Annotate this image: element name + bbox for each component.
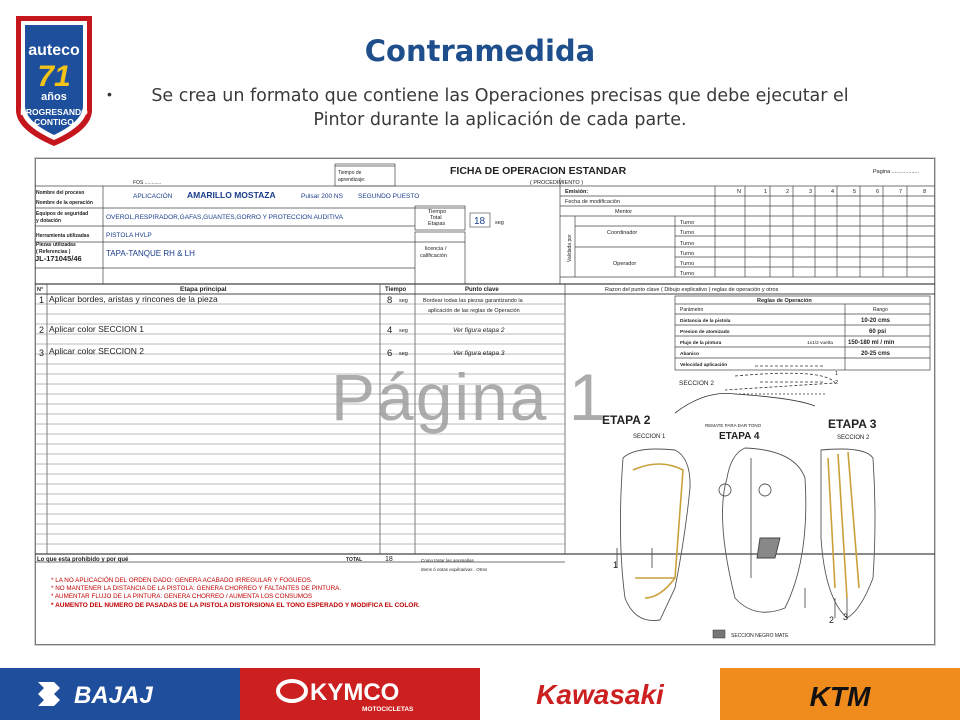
licencia-1: licencia /: [425, 246, 447, 252]
bullet-text: Se crea un formato que contiene las Operaciones precisas que debe ejecutar el Pintor durante la aplicación de cada parte.: [151, 86, 849, 130]
reglas-rango: Rango: [873, 307, 888, 313]
turno-label-5: Turno: [680, 261, 695, 267]
sheet-fos: FOS ............: [133, 180, 162, 186]
column-number-N: N: [737, 189, 741, 195]
label-operacion: Nombre de la operación: [36, 200, 93, 206]
fig-number-1: 1: [613, 560, 619, 570]
page-title: Contramedida: [364, 34, 596, 68]
row-2-tiempo: 4: [387, 325, 393, 336]
header-etapa: Etapa principal: [180, 286, 227, 293]
regla-5-p: Velocidad aplicación: [680, 363, 728, 368]
validada-label: Validada por: [567, 234, 573, 262]
seccion-2-top: SECCION 2: [679, 380, 715, 387]
fig-number-2: 2: [829, 615, 835, 625]
note-2: * NO MANTENER LA DISTANCIA DE LA PISTOLA: GENERA CHORREO Y FALTANTES DE PINTURA.: [51, 585, 342, 592]
regla-3-v: 150-180 ml / min: [848, 340, 895, 346]
total-value: 18: [385, 556, 393, 563]
page-watermark: Página 1: [331, 360, 608, 434]
operador-label: Operador: [613, 261, 637, 267]
column-number-6: 6: [876, 189, 880, 195]
header-n: N°: [37, 287, 44, 293]
mentor-label: Mentor: [615, 209, 633, 215]
etapa-4-label: ETAPA 4: [719, 431, 760, 442]
como-tratar-label: Como tratar las anomalías: [421, 558, 474, 563]
reglas-title: Reglas de Operación: [757, 298, 812, 304]
ktm-logo: [780, 676, 900, 712]
row-1-punto: Bordear todas las piezas garantizando la: [423, 298, 523, 304]
turno-labels: [680, 220, 694, 277]
row-3-tiempo: 6: [387, 348, 393, 359]
spray-diagram: [675, 366, 835, 413]
note-4: * AUMENTO DEL NUMERO DE PASADAS DE LA PISTOLA DISTORSIONA EL TONO ESPERADO Y MODIFICA EL COLOR.: [51, 602, 420, 609]
tiempo-aprendizaje-2: aprendizaje:: [338, 177, 366, 183]
row-1-unidad: seg: [399, 298, 408, 304]
label-proceso: Nombre del proceso: [36, 190, 85, 196]
row-1-tiempo: 8: [387, 295, 393, 306]
emision-label: Emisión:: [565, 189, 589, 195]
column-number-7: 7: [899, 189, 903, 195]
label-herramientas: Herramienta utilizadas: [36, 233, 90, 239]
seccion-2-label: SECCION 2: [837, 435, 870, 441]
value-puesto: SEGUNDO PUESTO: [358, 193, 420, 200]
regla-1-p: Distancia de la pistola: [680, 319, 731, 324]
brand-bajaj-text: BAJAJ: [74, 682, 153, 709]
prohibido-label: Lo que esta prohibido y por qué: [37, 557, 129, 563]
bullet-marker: •: [107, 86, 112, 102]
brand-kawasaki: [480, 668, 720, 720]
turno-label-4: Turno: [680, 251, 695, 257]
column-number-4: 4: [831, 189, 835, 195]
licencia-2: calificación: [420, 253, 447, 259]
logo-slogan-2: CONTIGO: [34, 117, 74, 127]
brand-kymco: [240, 668, 480, 720]
regla-2-v: 60 psi: [869, 329, 887, 335]
brand-bajaj: [0, 668, 240, 720]
header-tiempo: Tiempo: [385, 287, 407, 293]
sheet-page: Pagina ..................: [873, 169, 920, 175]
kawasaki-logo: [500, 676, 700, 712]
sheet-procedure: ( PROCEDIMIENTO ): [530, 180, 584, 186]
label-equipos-1: Equipos de seguridad: [36, 211, 89, 217]
tiempo-aprendizaje-1: Tiempo de: [338, 170, 362, 176]
value-aplicacion: APLICACIÓN: [133, 193, 173, 200]
regla-4-p: Abanico: [680, 352, 699, 357]
logo-slogan-1: PROGRESANDO: [20, 107, 88, 117]
regla-2-p: Presion de atomizado: [680, 330, 730, 335]
row-3-n: 3: [39, 348, 45, 358]
column-number-1: 1: [764, 189, 768, 195]
regla-3-p: Flujo de la pintura: [680, 341, 722, 346]
leyenda-label: SECCION NEGRO MATE: [731, 633, 789, 639]
turno-label-3: Turno: [680, 241, 695, 247]
brand-kymco-text: KYMCO: [310, 679, 400, 706]
total-label: TOTAL: [346, 557, 363, 563]
row-3-etapa: Aplicar color SECCION 2: [49, 346, 144, 356]
table-row: [39, 346, 505, 359]
tiempo-total-unit: seg: [495, 220, 504, 226]
row-1-etapa: Aplicar bordes, aristas y rincones de la pieza: [49, 294, 218, 304]
sheet-title: FICHA DE OPERACION ESTANDAR: [450, 165, 627, 177]
etapa-2-label: ETAPA 2: [602, 413, 651, 427]
kymco-logo: [270, 674, 450, 714]
note-3: * AUMENTAR FLUJO DE LA PINTURA: GENERA CHORREO / AUMENTA LOS CONSUMOS: [51, 593, 313, 600]
standard-operation-sheet: [34, 157, 936, 646]
reglas-param: Parámetro: [680, 307, 704, 313]
tiempo-total-label-2: Total: [430, 215, 442, 221]
items-nota-label: Items ó notas explicativas . Otros: [421, 567, 488, 572]
column-number-5: 5: [853, 189, 857, 195]
column-number-8: 8: [923, 189, 927, 195]
bajaj-logo: [30, 676, 210, 712]
turno-label-2: Turno: [680, 230, 695, 236]
logo-years: años: [41, 91, 67, 103]
etapa-3-label: ETAPA 3: [828, 417, 877, 431]
value-pieza: TAPA-TANQUE RH & LH: [106, 249, 195, 258]
logo-brand: auteco: [28, 42, 80, 59]
value-color: AMARILLO MOSTAZA: [187, 190, 276, 200]
tiempo-total-label-3: Etapas: [428, 221, 446, 227]
note-1: * LA NO APLICACIÓN DEL ORDEN DADO: GENERA ACABADO IRREGULAR Y FOGUEOS.: [51, 577, 313, 584]
brand-bar: [0, 668, 960, 720]
brand-ktm-text: KTM: [809, 681, 871, 712]
tiempo-total-value: 18: [474, 216, 486, 227]
remate-label: REMATE PARA DAR TONO: [705, 423, 762, 428]
label-ref: JL-171045/46: [35, 254, 82, 263]
arrow-label-1: 1: [835, 371, 839, 377]
column-number-3: 3: [809, 189, 813, 195]
value-equipos: OVEROL,RESPIRADOR,GAFAS,GUANTES,GORRO Y PROTECCION AUDITIVA: [106, 214, 343, 221]
brand-kawasaki-text: Kawasaki: [536, 679, 664, 710]
fecha-mod-label: Fecha de modificación: [565, 199, 621, 205]
label-piezas-2: ( Referencias ): [36, 249, 71, 255]
row-2-n: 2: [39, 325, 45, 335]
regla-1-v: 10-20 cms: [861, 318, 891, 324]
column-number-2: 2: [786, 189, 790, 195]
row-3-unidad: seg: [399, 351, 408, 357]
header-razon: Razon del punto clave ( Dibujo explicativo ) reglas de operación y otros: [605, 287, 779, 293]
turno-label-1: Turno: [680, 220, 695, 226]
column-numbers: [737, 189, 926, 195]
value-modelo: Pulsar 200 NS: [301, 193, 343, 200]
row-2-etapa: Aplicar color SECCION 1: [49, 324, 144, 334]
value-herramienta: PISTOLA HVLP: [106, 232, 152, 239]
row-1-n: 1: [39, 295, 45, 305]
label-piezas-1: Piezas utilizadas: [36, 242, 76, 248]
logo-number: 71: [37, 60, 71, 93]
header-punto: Punto clave: [465, 287, 499, 293]
regla-3-extra: 1x1/2 vuelta: [807, 341, 833, 346]
turno-label-6: Turno: [680, 271, 695, 277]
row-1-punto-2: aplicación de las reglas de Operación: [428, 308, 520, 314]
fig-number-3: 3: [843, 612, 849, 622]
row-3-punto: Ver figura etapa 3: [453, 350, 505, 357]
row-2-punto: Ver figura etapa 2: [453, 327, 505, 334]
brand-kymco-sub: MOTOCICLETAS: [362, 706, 414, 713]
seccion-1-label: SECCION 1: [633, 434, 666, 440]
tank-drawings: [617, 448, 875, 621]
coordinador-label: Coordinador: [607, 230, 638, 236]
brand-ktm: [720, 668, 960, 720]
label-equipos-2: y dotación: [36, 218, 62, 224]
arrow-label-2: 2: [835, 380, 839, 386]
regla-4-v: 20-25 cms: [861, 351, 891, 357]
tiempo-total-label-1: Tiempo: [428, 209, 447, 215]
row-2-unidad: seg: [399, 328, 408, 334]
